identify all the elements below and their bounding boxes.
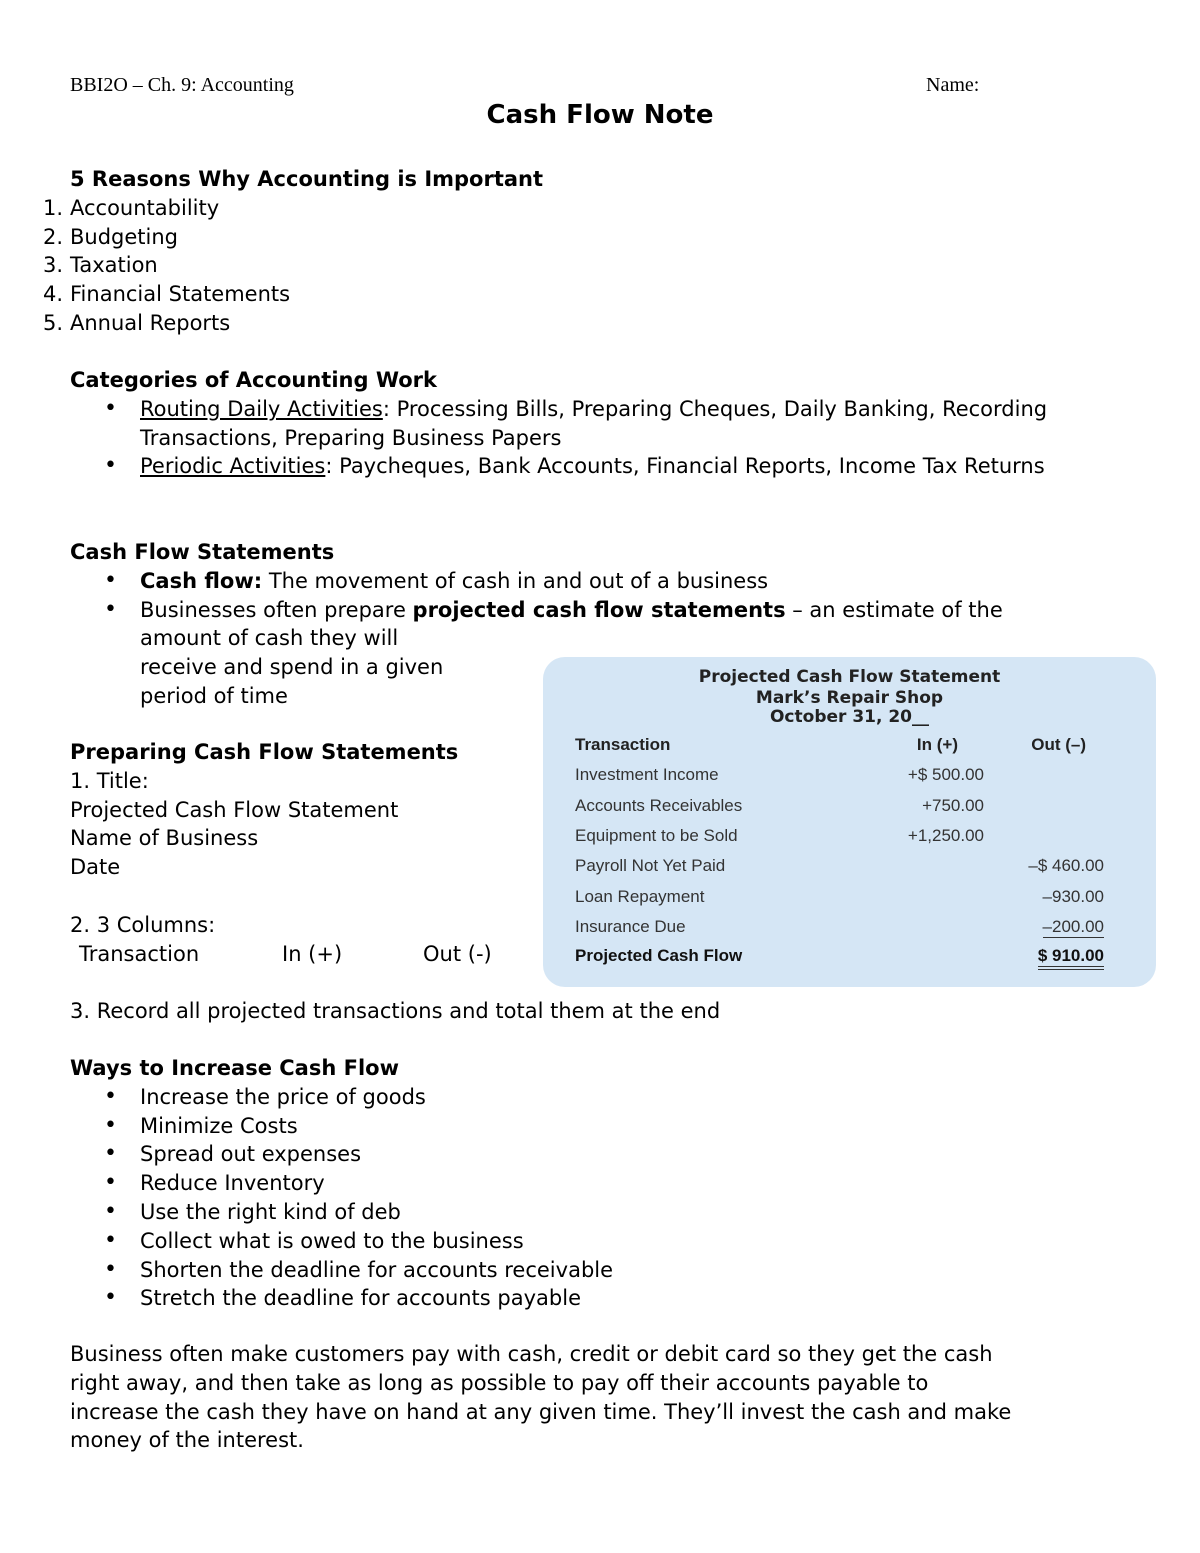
paragraph-line: Business often make customers pay with cash, credit or debit card so they get the cash [70,1342,993,1366]
col-in: In (+) [916,735,958,754]
statement-date: October 31, 20__ [769,707,930,727]
reasons-heading: 5 Reasons Why Accounting is Important [70,167,544,191]
categories-list [0,395,1150,481]
paragraph-line: money of the interest. [70,1428,304,1453]
step-2: 2. 3 Columns: [70,912,216,937]
list-item: • Use the right kind of deb [70,1198,1150,1227]
columns-row [70,940,530,969]
title-line: Name of Business [70,826,259,851]
name-label: Name: [926,74,980,96]
reasons-list [0,194,1150,338]
list-item: • Reduce Inventory [70,1169,1150,1198]
list-item: • Stretch the deadline for accounts payable [70,1284,1150,1313]
list-item: • Increase the price of goods [70,1083,1150,1112]
increase-heading: Ways to Increase Cash Flow [70,1056,399,1080]
total-label: Projected Cash Flow [575,946,743,965]
list-item: • Businesses often prepare projected cash flow statements – an estimate of the amount of cash they will receive and spend in a given period of time [70,596,1150,711]
increase-section [70,1054,1150,1313]
table-row: Payroll Not Yet Paid –$ 460.00 [575,856,1104,875]
course-header: BBI2O – Ch. 9: Accounting [70,74,294,96]
list-item: • Spread out expenses [70,1140,1150,1169]
example-statement [543,657,1156,987]
statement-title: Projected Cash Flow Statement [698,667,1001,687]
statement-business: Mark’s Repair Shop [755,688,944,708]
preparing-heading: Preparing Cash Flow Statements [70,740,459,764]
col-out: Out (–) [1031,735,1086,754]
table-row: Equipment to be Sold +1,250.00 [575,826,984,845]
total-value: $ 910.00 [1038,946,1104,970]
statement-header-row [543,735,1156,765]
column-label: Transaction [79,941,200,966]
list-item: 3. Taxation [42,253,158,278]
total-row [543,946,1156,976]
list-item: • Shorten the deadline for accounts receivable [70,1256,1150,1285]
table-row: Loan Repayment –930.00 [575,887,1104,906]
column-label: Out (-) [423,941,492,966]
step-1: 1. Title: [70,768,149,793]
list-item: • Minimize Costs [70,1112,1150,1141]
list-item: • Periodic Activities: Paycheques, Bank Accounts, Financial Reports, Income Tax Returns [70,452,1150,481]
paragraph-line: right away, and then take as long as possible to pay off their accounts payable to [70,1370,929,1395]
paragraph-line: increase the cash they have on hand at any given time. They’ll invest the cash and make [70,1399,1012,1424]
closing-paragraph [70,1340,1170,1455]
categories-section [0,366,1150,481]
table-row: Insurance Due –200.00 [575,917,1104,936]
list-item: 4. Financial Statements [42,282,291,307]
title-line: Date [70,855,121,880]
statements-heading: Cash Flow Statements [70,540,335,564]
list-item: • Collect what is owed to the business [70,1227,1150,1256]
list-item: • Routing Daily Activities: Processing Bills, Preparing Cheques, Daily Banking, Recording Transactions, Preparing Business Papers [70,395,1150,453]
list-item: • Cash flow: The movement of cash in and out of a business [70,567,1150,596]
list-item: 2. Budgeting [42,224,179,249]
title-line: Projected Cash Flow Statement [70,797,399,822]
column-label: In (+) [282,941,343,966]
step-3: 3. Record all projected transactions and total them at the end [70,999,721,1023]
page-title: Cash Flow Note [486,100,714,130]
reasons-section [42,165,1150,338]
increase-list [70,1083,1150,1313]
preparing-section [70,738,530,968]
categories-heading: Categories of Accounting Work [70,368,437,392]
table-row: Investment Income +$ 500.00 [575,765,984,784]
list-item: 1. Accountability [42,195,220,220]
col-transaction: Transaction [575,735,671,754]
list-item: 5. Annual Reports [42,310,231,335]
table-row: Accounts Receivables +750.00 [575,796,984,815]
